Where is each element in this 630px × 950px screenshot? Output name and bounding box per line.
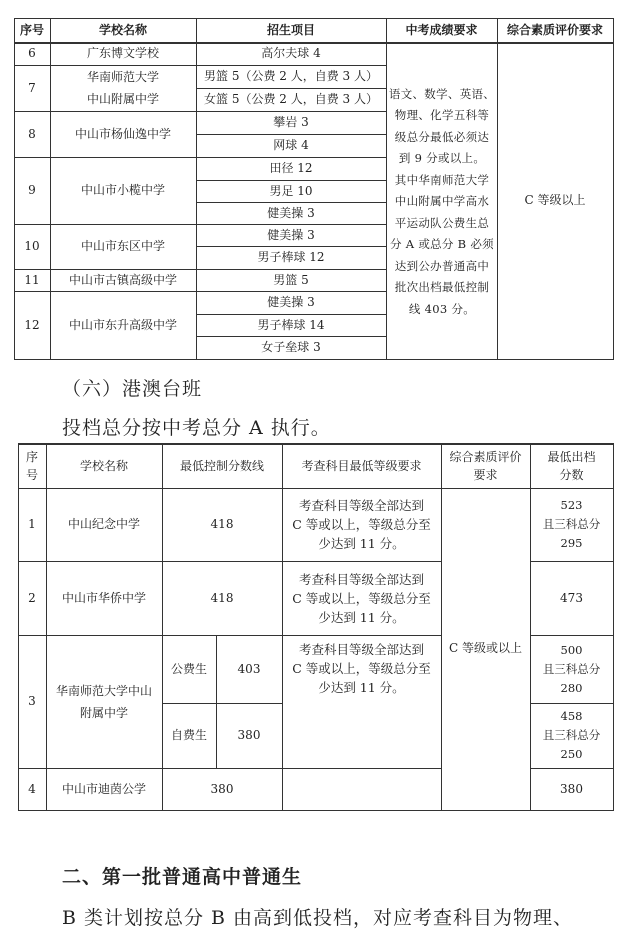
t2-row2-subject-req: 考查科目等级全部达到 C 等或以上，等级总分至 少达到 11 分。 — [292, 571, 431, 625]
t2-header-min-score: 最低出档 分数 — [547, 450, 596, 482]
t2-header-quality: 综合素质评价 要求 — [449, 450, 522, 482]
t1-row12-item2: 男子棒球 14 — [257, 317, 325, 332]
section2-heading: 二、第一批普通高中普通生 — [62, 866, 303, 888]
t1-row12-school: 中山市东升高级中学 — [68, 317, 177, 332]
t2-row3-public-label: 公费生 — [170, 661, 207, 676]
t1-row8-item1: 攀岩 3 — [273, 115, 309, 129]
t1-row10-school: 中山市东区中学 — [80, 239, 165, 253]
t1-row7-no: 7 — [28, 80, 36, 95]
t1-header-score: 中考成绩要求 — [405, 22, 478, 37]
t1-row10-no: 10 — [24, 239, 40, 253]
t1-header-no: 序号 — [19, 22, 44, 37]
t2-row2-line: 418 — [210, 590, 234, 605]
t1-row8-item2: 网球 4 — [273, 138, 309, 152]
t2-row4-no: 4 — [28, 781, 36, 796]
t2-row3-public-line: 403 — [237, 661, 261, 676]
t2-header-school: 学校名称 — [79, 458, 128, 473]
t2-row1-score: 523 且三科总分 295 — [542, 498, 601, 550]
t1-row8-school: 中山市杨仙逸中学 — [74, 126, 171, 141]
t2-row3-self-label: 自费生 — [170, 728, 207, 742]
t2-row3-no: 3 — [28, 694, 36, 708]
t1-header-quality: 综合素质评价要求 — [506, 22, 603, 37]
t1-row12-item3: 女子垒球 3 — [261, 340, 321, 354]
t2-quality-requirement: C 等级或以上 — [449, 640, 522, 655]
t1-row11-item: 男篮 5 — [273, 272, 309, 287]
t1-row6-no: 6 — [28, 46, 36, 60]
t1-quality-requirement: C 等级以上 — [524, 192, 586, 207]
t2-row3-self-line: 380 — [237, 728, 261, 742]
t2-row1-line: 418 — [210, 517, 234, 531]
t2-row1-subject-req: 考查科目等级全部达到 C 等或以上，等级总分至 少达到 11 分。 — [292, 498, 431, 551]
section2-text: B 类计划按总分 B 由高到低投档，对应考查科目为物理、 — [62, 907, 574, 929]
t2-row2-score: 473 — [560, 590, 583, 605]
t1-row6-item: 高尔夫球 4 — [261, 46, 321, 60]
t1-score-requirement: 语文、数学、英语、 物理、化学五科等 级总分最低必须达 到 9 分或以上。 其中华南师范大学 中山附属中学高水 平运动队公费生总 分 A 或总分 B 必须 达到公办普通高中 批次出档最低控制 线 403 分。 — [388, 86, 496, 316]
t2-row3-self-score: 458 且三科总分 250 — [542, 709, 601, 761]
t1-row7-item2: 女篮 5（公费 2 人，自费 3 人） — [204, 92, 378, 106]
t1-row12-item1: 健美操 3 — [267, 295, 315, 309]
t1-row9-item3: 健美操 3 — [267, 205, 315, 220]
t2-row3-school: 华南师范大学中山 附属中学 — [55, 683, 152, 720]
t1-row11-school: 中山市古镇高级中学 — [68, 272, 177, 287]
t1-header-items: 招生项目 — [266, 22, 315, 37]
t1-row9-school: 中山市小榄中学 — [80, 183, 165, 197]
section6-description: 投档总分按中考总分 A 执行。 — [62, 417, 331, 439]
t2-row1-school: 中山纪念中学 — [67, 517, 140, 531]
t1-row8-no: 8 — [28, 126, 36, 141]
t1-row12-no: 12 — [24, 317, 40, 332]
t2-header-min-line: 最低控制分数线 — [179, 458, 264, 473]
t1-row9-item1: 田径 12 — [269, 161, 313, 175]
t1-row7-item1: 男篮 5（公费 2 人，自费 3 人） — [204, 69, 378, 83]
t2-row1-no: 1 — [28, 517, 36, 531]
t2-row3-subject-req: 考查科目等级全部达到 C 等或以上，等级总分至 少达到 11 分。 — [292, 641, 431, 695]
t1-row9-item2: 男足 10 — [269, 183, 313, 198]
t2-row2-school: 中山市华侨中学 — [61, 590, 146, 605]
t1-row11-no: 11 — [24, 272, 40, 287]
t1-header-school: 学校名称 — [98, 22, 147, 37]
t2-row4-score: 380 — [560, 781, 583, 796]
section6-title: （六）港澳台班 — [62, 378, 203, 400]
t2-row4-line: 380 — [210, 781, 234, 796]
t2-row4-school: 中山市迪茵公学 — [61, 781, 146, 796]
t1-row10-item2: 男子棒球 12 — [257, 250, 325, 264]
t1-row9-no: 9 — [28, 183, 36, 197]
t1-row10-item1: 健美操 3 — [267, 227, 315, 242]
t2-header-no: 序 号 — [25, 450, 38, 482]
t1-row6-school: 广东博文学校 — [86, 46, 159, 60]
t2-header-subject-req: 考查科目最低等级要求 — [301, 458, 422, 473]
t2-row3-public-score: 500 且三科总分 280 — [542, 642, 601, 695]
t1-row7-school: 华南师范大学 中山附属中学 — [86, 70, 159, 106]
t2-row2-no: 2 — [28, 590, 36, 605]
